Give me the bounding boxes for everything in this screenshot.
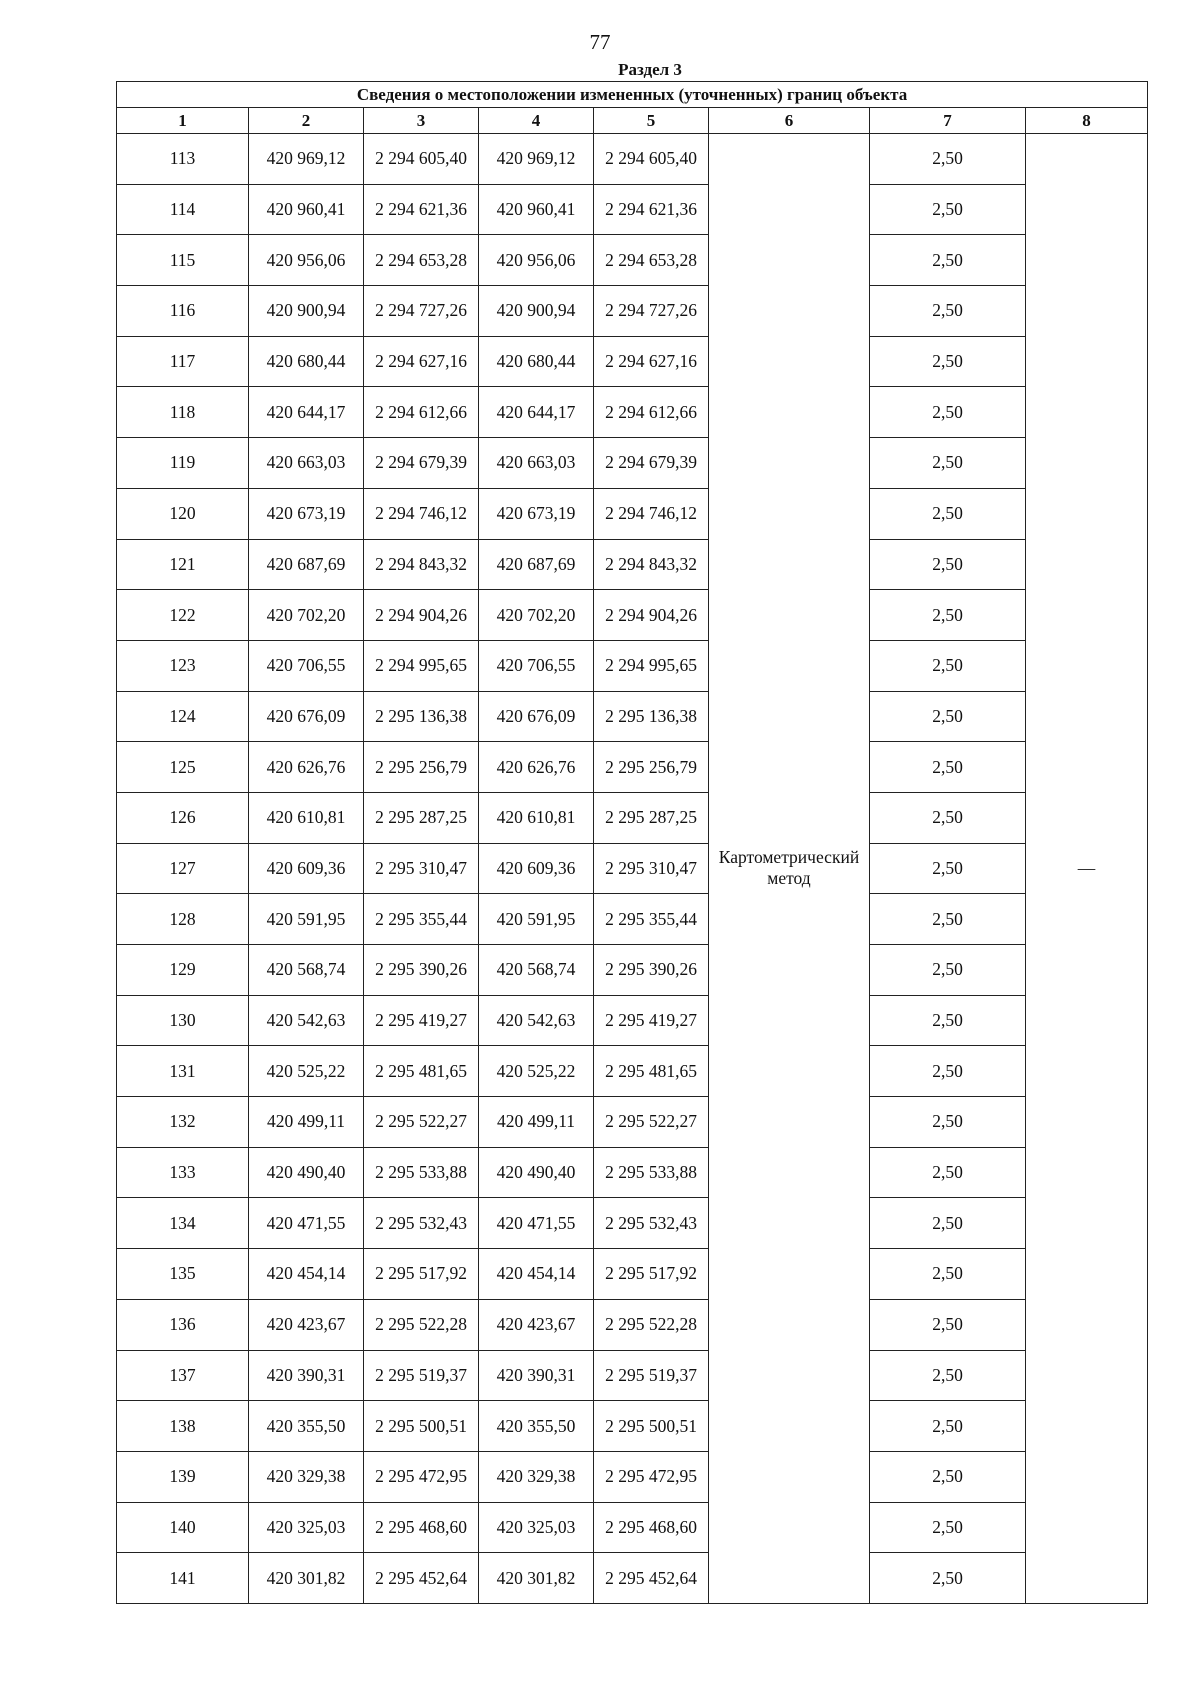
column-header: 2 <box>249 108 364 134</box>
x-existing-cell: 420 525,22 <box>249 1046 364 1097</box>
x-refined-cell: 420 702,20 <box>479 590 594 641</box>
y-existing-cell: 2 295 522,28 <box>364 1299 479 1350</box>
accuracy-cell: 2,50 <box>870 1046 1026 1097</box>
accuracy-cell: 2,50 <box>870 945 1026 996</box>
point-number-cell: 125 <box>117 742 249 793</box>
column-header: 7 <box>870 108 1026 134</box>
x-refined-cell: 420 301,82 <box>479 1553 594 1604</box>
column-8-cell: — <box>1026 134 1148 1604</box>
y-refined-cell: 2 295 533,88 <box>594 1147 709 1198</box>
x-refined-cell: 420 644,17 <box>479 387 594 438</box>
y-existing-cell: 2 294 612,66 <box>364 387 479 438</box>
x-existing-cell: 420 673,19 <box>249 488 364 539</box>
x-existing-cell: 420 706,55 <box>249 640 364 691</box>
y-existing-cell: 2 295 468,60 <box>364 1502 479 1553</box>
y-refined-cell: 2 295 519,37 <box>594 1350 709 1401</box>
table-row <box>117 995 1148 1046</box>
x-existing-cell: 420 454,14 <box>249 1249 364 1300</box>
table-caption-row <box>117 82 1148 108</box>
table-row <box>117 235 1148 286</box>
accuracy-cell: 2,50 <box>870 1198 1026 1249</box>
point-number-cell: 130 <box>117 995 249 1046</box>
x-existing-cell: 420 591,95 <box>249 894 364 945</box>
table-row <box>117 843 1148 894</box>
x-refined-cell: 420 499,11 <box>479 1097 594 1148</box>
y-existing-cell: 2 295 472,95 <box>364 1451 479 1502</box>
accuracy-cell: 2,50 <box>870 488 1026 539</box>
x-existing-cell: 420 610,81 <box>249 792 364 843</box>
x-refined-cell: 420 568,74 <box>479 945 594 996</box>
x-existing-cell: 420 355,50 <box>249 1401 364 1452</box>
x-existing-cell: 420 702,20 <box>249 590 364 641</box>
y-refined-cell: 2 295 522,27 <box>594 1097 709 1148</box>
accuracy-cell: 2,50 <box>870 691 1026 742</box>
y-refined-cell: 2 294 621,36 <box>594 184 709 235</box>
x-existing-cell: 420 329,38 <box>249 1451 364 1502</box>
point-number-cell: 129 <box>117 945 249 996</box>
table-row <box>117 945 1148 996</box>
x-existing-cell: 420 956,06 <box>249 235 364 286</box>
y-refined-cell: 2 295 419,27 <box>594 995 709 1046</box>
table-row <box>117 1046 1148 1097</box>
x-refined-cell: 420 969,12 <box>479 134 594 185</box>
y-existing-cell: 2 295 287,25 <box>364 792 479 843</box>
x-refined-cell: 420 956,06 <box>479 235 594 286</box>
y-existing-cell: 2 295 355,44 <box>364 894 479 945</box>
y-refined-cell: 2 294 843,32 <box>594 539 709 590</box>
column-header-row <box>117 108 1148 134</box>
point-number-cell: 118 <box>117 387 249 438</box>
table-caption: Сведения о местоположении измененных (уточненных) границ объекта <box>117 82 1148 108</box>
accuracy-cell: 2,50 <box>870 1350 1026 1401</box>
x-existing-cell: 420 490,40 <box>249 1147 364 1198</box>
y-refined-cell: 2 295 532,43 <box>594 1198 709 1249</box>
x-refined-cell: 420 423,67 <box>479 1299 594 1350</box>
x-refined-cell: 420 542,63 <box>479 995 594 1046</box>
x-existing-cell: 420 687,69 <box>249 539 364 590</box>
x-refined-cell: 420 706,55 <box>479 640 594 691</box>
table-row <box>117 1299 1148 1350</box>
x-existing-cell: 420 423,67 <box>249 1299 364 1350</box>
y-refined-cell: 2 294 679,39 <box>594 438 709 489</box>
y-existing-cell: 2 295 532,43 <box>364 1198 479 1249</box>
point-number-cell: 138 <box>117 1401 249 1452</box>
y-existing-cell: 2 294 605,40 <box>364 134 479 185</box>
table-row <box>117 742 1148 793</box>
table-row <box>117 286 1148 337</box>
accuracy-cell: 2,50 <box>870 1147 1026 1198</box>
x-existing-cell: 420 542,63 <box>249 995 364 1046</box>
table-row <box>117 184 1148 235</box>
x-existing-cell: 420 663,03 <box>249 438 364 489</box>
x-existing-cell: 420 390,31 <box>249 1350 364 1401</box>
accuracy-cell: 2,50 <box>870 1097 1026 1148</box>
y-existing-cell: 2 294 727,26 <box>364 286 479 337</box>
method-cell: Картометрический метод <box>709 134 870 1604</box>
y-refined-cell: 2 295 517,92 <box>594 1249 709 1300</box>
point-number-cell: 135 <box>117 1249 249 1300</box>
page-number: 77 <box>589 30 611 54</box>
y-refined-cell: 2 294 727,26 <box>594 286 709 337</box>
accuracy-cell: 2,50 <box>870 590 1026 641</box>
table-row <box>117 1401 1148 1452</box>
y-refined-cell: 2 295 468,60 <box>594 1502 709 1553</box>
table-row <box>117 539 1148 590</box>
accuracy-cell: 2,50 <box>870 1249 1026 1300</box>
accuracy-cell: 2,50 <box>870 336 1026 387</box>
x-refined-cell: 420 355,50 <box>479 1401 594 1452</box>
section-title: Раздел 3 <box>618 60 682 79</box>
y-refined-cell: 2 295 310,47 <box>594 843 709 894</box>
y-existing-cell: 2 295 310,47 <box>364 843 479 894</box>
accuracy-cell: 2,50 <box>870 1299 1026 1350</box>
table-row <box>117 1502 1148 1553</box>
table-row <box>117 438 1148 489</box>
y-refined-cell: 2 295 287,25 <box>594 792 709 843</box>
accuracy-cell: 2,50 <box>870 843 1026 894</box>
x-existing-cell: 420 644,17 <box>249 387 364 438</box>
table-row <box>117 1553 1148 1604</box>
y-existing-cell: 2 294 627,16 <box>364 336 479 387</box>
x-refined-cell: 420 325,03 <box>479 1502 594 1553</box>
y-refined-cell: 2 294 612,66 <box>594 387 709 438</box>
table-row <box>117 1147 1148 1198</box>
y-existing-cell: 2 295 533,88 <box>364 1147 479 1198</box>
point-number-cell: 120 <box>117 488 249 539</box>
x-existing-cell: 420 609,36 <box>249 843 364 894</box>
y-existing-cell: 2 295 256,79 <box>364 742 479 793</box>
x-refined-cell: 420 680,44 <box>479 336 594 387</box>
column-header: 4 <box>479 108 594 134</box>
y-refined-cell: 2 295 355,44 <box>594 894 709 945</box>
y-existing-cell: 2 295 517,92 <box>364 1249 479 1300</box>
x-existing-cell: 420 626,76 <box>249 742 364 793</box>
y-existing-cell: 2 295 481,65 <box>364 1046 479 1097</box>
point-number-cell: 134 <box>117 1198 249 1249</box>
y-refined-cell: 2 294 627,16 <box>594 336 709 387</box>
x-refined-cell: 420 900,94 <box>479 286 594 337</box>
x-existing-cell: 420 680,44 <box>249 336 364 387</box>
x-refined-cell: 420 673,19 <box>479 488 594 539</box>
x-refined-cell: 420 591,95 <box>479 894 594 945</box>
table-row <box>117 1350 1148 1401</box>
column-header: 5 <box>594 108 709 134</box>
table-row <box>117 894 1148 945</box>
point-number-cell: 131 <box>117 1046 249 1097</box>
table-row <box>117 691 1148 742</box>
x-refined-cell: 420 626,76 <box>479 742 594 793</box>
point-number-cell: 116 <box>117 286 249 337</box>
point-number-cell: 133 <box>117 1147 249 1198</box>
x-existing-cell: 420 568,74 <box>249 945 364 996</box>
column-header: 8 <box>1026 108 1148 134</box>
x-existing-cell: 420 325,03 <box>249 1502 364 1553</box>
accuracy-cell: 2,50 <box>870 1502 1026 1553</box>
table-row <box>117 336 1148 387</box>
accuracy-cell: 2,50 <box>870 134 1026 185</box>
accuracy-cell: 2,50 <box>870 894 1026 945</box>
x-existing-cell: 420 301,82 <box>249 1553 364 1604</box>
y-existing-cell: 2 294 679,39 <box>364 438 479 489</box>
table-row <box>117 1249 1148 1300</box>
accuracy-cell: 2,50 <box>870 995 1026 1046</box>
x-refined-cell: 420 610,81 <box>479 792 594 843</box>
point-number-cell: 113 <box>117 134 249 185</box>
accuracy-cell: 2,50 <box>870 235 1026 286</box>
accuracy-cell: 2,50 <box>870 387 1026 438</box>
accuracy-cell: 2,50 <box>870 539 1026 590</box>
accuracy-cell: 2,50 <box>870 1553 1026 1604</box>
point-number-cell: 126 <box>117 792 249 843</box>
point-number-cell: 132 <box>117 1097 249 1148</box>
y-refined-cell: 2 295 481,65 <box>594 1046 709 1097</box>
x-existing-cell: 420 900,94 <box>249 286 364 337</box>
point-number-cell: 139 <box>117 1451 249 1502</box>
y-refined-cell: 2 295 500,51 <box>594 1401 709 1452</box>
y-existing-cell: 2 294 653,28 <box>364 235 479 286</box>
y-refined-cell: 2 295 522,28 <box>594 1299 709 1350</box>
y-existing-cell: 2 294 995,65 <box>364 640 479 691</box>
x-refined-cell: 420 454,14 <box>479 1249 594 1300</box>
point-number-cell: 122 <box>117 590 249 641</box>
x-existing-cell: 420 676,09 <box>249 691 364 742</box>
x-refined-cell: 420 329,38 <box>479 1451 594 1502</box>
x-refined-cell: 420 471,55 <box>479 1198 594 1249</box>
point-number-cell: 140 <box>117 1502 249 1553</box>
y-refined-cell: 2 294 995,65 <box>594 640 709 691</box>
y-refined-cell: 2 294 746,12 <box>594 488 709 539</box>
x-refined-cell: 420 663,03 <box>479 438 594 489</box>
y-existing-cell: 2 295 452,64 <box>364 1553 479 1604</box>
x-existing-cell: 420 969,12 <box>249 134 364 185</box>
point-number-cell: 137 <box>117 1350 249 1401</box>
y-existing-cell: 2 294 746,12 <box>364 488 479 539</box>
table-row <box>117 1451 1148 1502</box>
point-number-cell: 117 <box>117 336 249 387</box>
y-refined-cell: 2 294 653,28 <box>594 235 709 286</box>
accuracy-cell: 2,50 <box>870 184 1026 235</box>
x-refined-cell: 420 676,09 <box>479 691 594 742</box>
boundary-coordinates-table <box>116 81 1148 1604</box>
column-header: 6 <box>709 108 870 134</box>
point-number-cell: 127 <box>117 843 249 894</box>
accuracy-cell: 2,50 <box>870 640 1026 691</box>
y-refined-cell: 2 295 452,64 <box>594 1553 709 1604</box>
y-existing-cell: 2 294 621,36 <box>364 184 479 235</box>
y-existing-cell: 2 294 904,26 <box>364 590 479 641</box>
y-refined-cell: 2 295 472,95 <box>594 1451 709 1502</box>
table-row <box>117 387 1148 438</box>
y-refined-cell: 2 294 605,40 <box>594 134 709 185</box>
accuracy-cell: 2,50 <box>870 742 1026 793</box>
x-refined-cell: 420 390,31 <box>479 1350 594 1401</box>
y-existing-cell: 2 295 390,26 <box>364 945 479 996</box>
table-row <box>117 792 1148 843</box>
accuracy-cell: 2,50 <box>870 792 1026 843</box>
y-existing-cell: 2 295 519,37 <box>364 1350 479 1401</box>
table-row <box>117 1097 1148 1148</box>
table-row <box>117 1198 1148 1249</box>
accuracy-cell: 2,50 <box>870 438 1026 489</box>
y-existing-cell: 2 295 419,27 <box>364 995 479 1046</box>
x-refined-cell: 420 525,22 <box>479 1046 594 1097</box>
table-row <box>117 590 1148 641</box>
x-refined-cell: 420 609,36 <box>479 843 594 894</box>
point-number-cell: 123 <box>117 640 249 691</box>
table-row <box>117 134 1148 185</box>
y-existing-cell: 2 295 136,38 <box>364 691 479 742</box>
accuracy-cell: 2,50 <box>870 1451 1026 1502</box>
y-existing-cell: 2 295 522,27 <box>364 1097 479 1148</box>
y-existing-cell: 2 294 843,32 <box>364 539 479 590</box>
point-number-cell: 141 <box>117 1553 249 1604</box>
x-refined-cell: 420 960,41 <box>479 184 594 235</box>
x-existing-cell: 420 499,11 <box>249 1097 364 1148</box>
x-refined-cell: 420 490,40 <box>479 1147 594 1198</box>
y-existing-cell: 2 295 500,51 <box>364 1401 479 1452</box>
point-number-cell: 121 <box>117 539 249 590</box>
column-header: 1 <box>117 108 249 134</box>
x-existing-cell: 420 960,41 <box>249 184 364 235</box>
column-header: 3 <box>364 108 479 134</box>
x-refined-cell: 420 687,69 <box>479 539 594 590</box>
point-number-cell: 115 <box>117 235 249 286</box>
table-row <box>117 640 1148 691</box>
point-number-cell: 136 <box>117 1299 249 1350</box>
table-row <box>117 488 1148 539</box>
y-refined-cell: 2 295 256,79 <box>594 742 709 793</box>
point-number-cell: 114 <box>117 184 249 235</box>
accuracy-cell: 2,50 <box>870 1401 1026 1452</box>
accuracy-cell: 2,50 <box>870 286 1026 337</box>
y-refined-cell: 2 295 136,38 <box>594 691 709 742</box>
x-existing-cell: 420 471,55 <box>249 1198 364 1249</box>
y-refined-cell: 2 294 904,26 <box>594 590 709 641</box>
point-number-cell: 119 <box>117 438 249 489</box>
point-number-cell: 128 <box>117 894 249 945</box>
y-refined-cell: 2 295 390,26 <box>594 945 709 996</box>
point-number-cell: 124 <box>117 691 249 742</box>
